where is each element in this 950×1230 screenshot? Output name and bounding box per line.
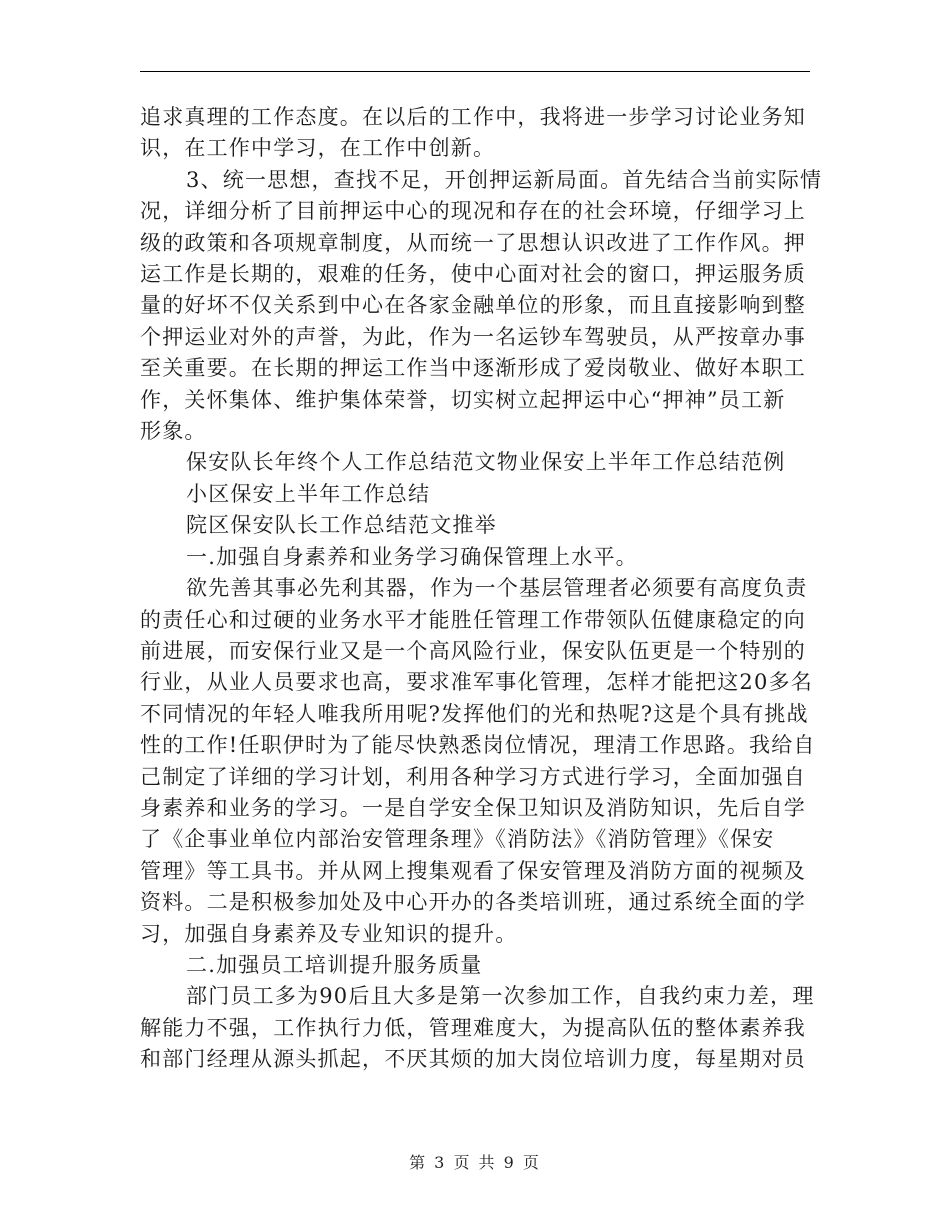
section-link-title: 院区保安队长工作总结范文推举	[186, 513, 497, 538]
text-line: 形象。	[140, 419, 207, 444]
text-line: 性的工作!任职伊时为了能尽快熟悉岗位情况，理清工作思路。我给自	[140, 733, 816, 758]
text-line: 前进展，而安保行业又是一个高风险行业，保安队伍更是一个特别的	[140, 638, 806, 663]
text-line: 追求真理的工作态度。在以后的工作中，我将进一步学习讨论业务知	[140, 105, 806, 129]
text-line: 了《企事业单位内部治安管理条理》《消防法》《消防管理》《保安	[140, 827, 775, 852]
text-line: 运工作是长期的，艰难的任务，使中心面对社会的窗口，押运服务质	[140, 262, 806, 287]
text-line: 3、统一思想，查找不足，开创押运新局面。首先结合当前实际情	[186, 167, 823, 192]
text-line: 的责任心和过硬的业务水平才能胜任管理工作带领队伍健康稳定的向	[140, 607, 806, 632]
page-number-footer: 第 3 页 共 9 页	[409, 1153, 541, 1172]
section-link-title: 小区保安上半年工作总结	[186, 481, 431, 506]
text-line: 解能力不强，工作执行力低，管理难度大，为提高队伍的整体素养我	[140, 1015, 806, 1040]
text-line: 级的政策和各项规章制度，从而统一了思想认识改进了工作作风。押	[140, 230, 806, 255]
text-line: 身素养和业务的学习。一是自学安全保卫知识及消防知识，先后自学	[140, 795, 806, 820]
header-rule	[140, 71, 810, 72]
section-heading: 二.加强员工培训提升服务质量	[186, 952, 483, 977]
text-line: 和部门经理从源头抓起，不厌其烦的加大岗位培训力度，每星期对员	[140, 1047, 806, 1072]
text-line: 管理》等工具书。并从网上搜集观看了保安管理及消防方面的视频及	[140, 858, 806, 883]
text-line: 识，在工作中学习，在工作中创新。	[140, 136, 496, 161]
text-line: 不同情况的年轻人唯我所用呢?发挥他们的光和热呢?这是个具有挑战	[140, 701, 809, 726]
text-line: 行业，从业人员要求也高，要求准军事化管理，怎样才能把这20多名	[140, 670, 813, 695]
section-link-title: 保安队长年终个人工作总结范文物业保安上半年工作总结范例	[186, 450, 786, 475]
text-line: 个押运业对外的声誉，为此，作为一名运钞车驾驶员，从严按章办事	[140, 324, 806, 349]
section-heading: 一.加强自身素养和业务学习确保管理上水平。	[186, 544, 638, 569]
text-line: 己制定了详细的学习计划，利用各种学习方式进行学习，全面加强自	[140, 764, 806, 789]
text-line: 部门员工多为90后且大多是第一次参加工作，自我约束力差，理	[186, 984, 815, 1009]
text-line: 习，加强自身素养及专业知识的提升。	[140, 921, 518, 946]
text-line: 况，详细分析了目前押运中心的现况和存在的社会环境，仔细学习上	[140, 199, 806, 224]
text-line: 欲先善其事必先利其器，作为一个基层管理者必须要有高度负责	[186, 576, 808, 601]
text-line: 至关重要。在长期的押运工作当中逐渐形成了爱岗敬业、做好本职工	[140, 356, 806, 381]
text-line: 资料。二是积极参加处及中心开办的各类培训班，通过系统全面的学	[140, 890, 806, 915]
body-text	[140, 102, 823, 1076]
text-line: 作，关怀集体、维护集体荣誉，切实树立起押运中心“押神”员工新	[140, 387, 786, 412]
text-line: 量的好坏不仅关系到中心在各家金融单位的形象，而且直接影响到整	[140, 293, 806, 318]
